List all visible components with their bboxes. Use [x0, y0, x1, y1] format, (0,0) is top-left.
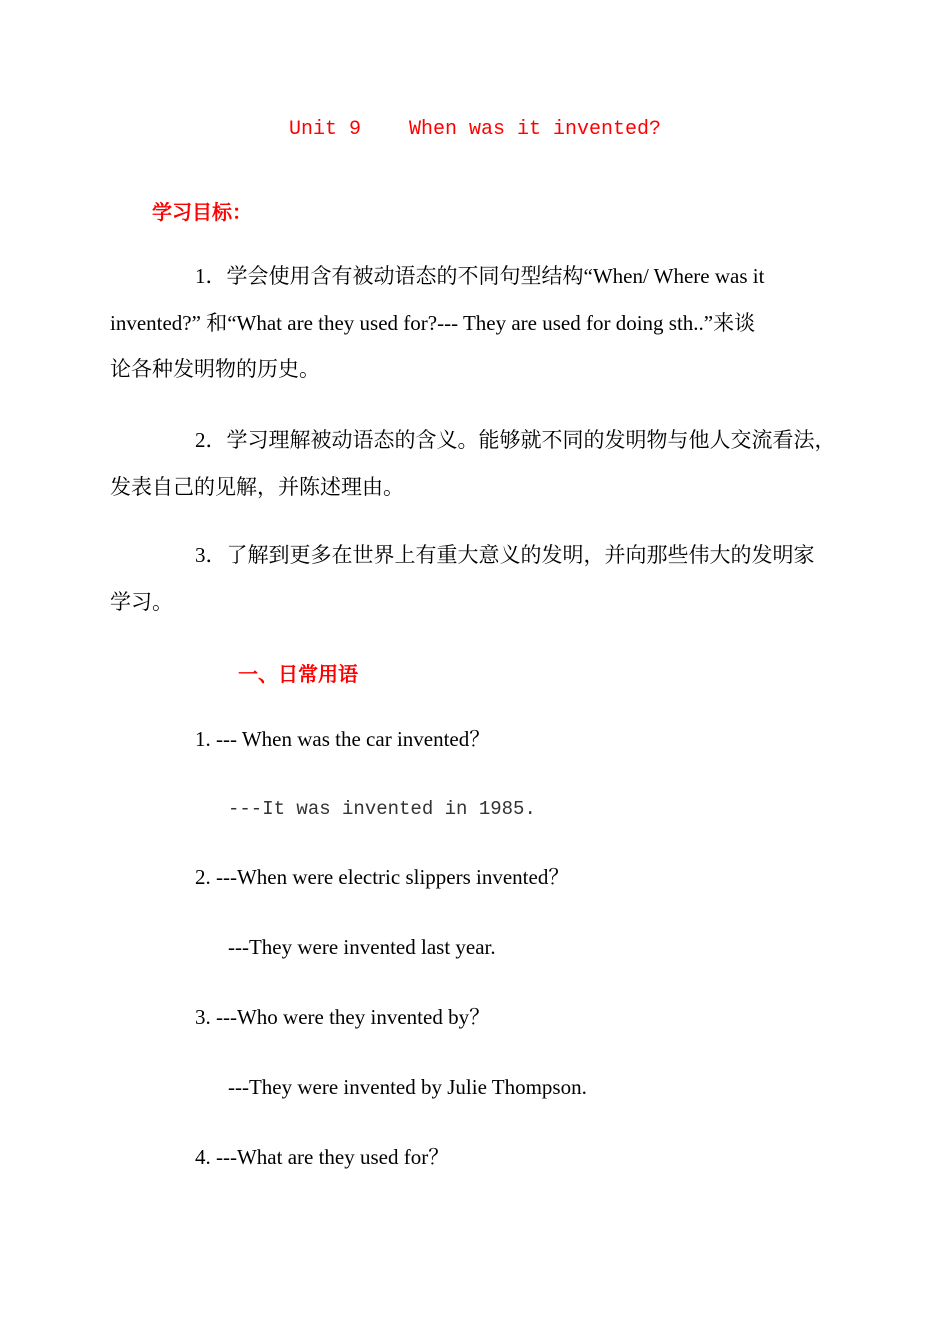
objective-1-line-3: 论各种发明物的历史。	[110, 357, 320, 381]
objective-3-line-2: 学习。	[110, 590, 173, 614]
objective-1-line-2: invented?” 和“What are they used for?--- They are used for doing sth..”来谈	[110, 311, 756, 335]
section-heading: 一、日常用语	[238, 662, 358, 686]
objective-1-line-1: 1．学会使用含有被动语态的不同句型结构“When/ Where was it	[195, 264, 765, 288]
objective-3-line-1: 3．了解到更多在世界上有重大意义的发明，并向那些伟大的发明家	[195, 543, 815, 567]
dialog-1-question: 1. --- When was the car invented？	[195, 727, 491, 751]
objective-2-line-2: 发表自己的见解，并陈述理由。	[110, 475, 404, 499]
dialog-1-answer: ---It was invented in 1985.	[228, 798, 536, 820]
dialog-2-answer: ---They were invented last year.	[228, 935, 496, 959]
objectives-heading: 学习目标：	[152, 200, 252, 224]
dialog-3-question: 3. ---Who were they invented by？	[195, 1005, 491, 1029]
document-title: Unit 9 When was it invented?	[288, 118, 662, 141]
dialog-2-question: 2. ---When were electric slippers invented？	[195, 865, 570, 889]
dialog-3-answer: ---They were invented by Julie Thompson.	[228, 1075, 587, 1099]
objective-2-line-1: 2．学习理解被动语态的含义。能够就不同的发明物与他人交流看法，	[195, 428, 836, 452]
dialog-4-question: 4. ---What are they used for？	[195, 1145, 450, 1169]
